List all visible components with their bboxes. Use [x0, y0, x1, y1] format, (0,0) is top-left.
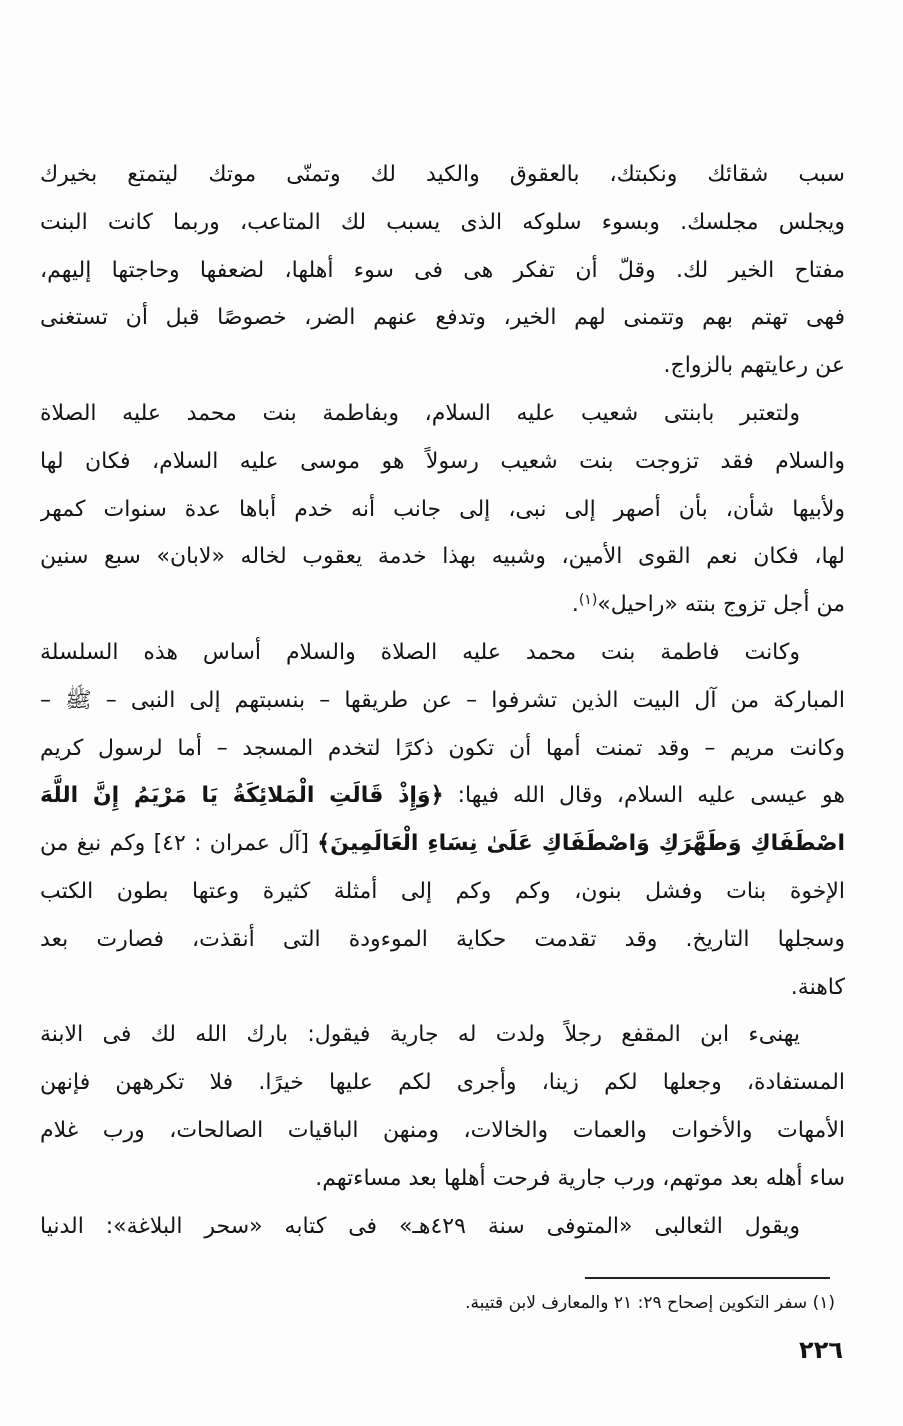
footnote: (١) سفر التكوين إصحاح ٢٩: ٢١ والمعارف لابن قتيبة. [465, 1293, 835, 1313]
paragraph-2-line-5 [40, 581, 845, 629]
paragraph-2-line-1: ولتعتبر بابنتى شعيب عليه السلام، وبفاطمة بنت محمد عليه الصلاة [40, 400, 800, 426]
footnote-divider [585, 1277, 830, 1279]
quran-verse-end: اصْطَفَاكِ وَطَهَّرَكِ وَاصْطَفَاكِ عَلَىٰ نِسَاءِ الْعَالَمِينَ﴾ [317, 831, 845, 857]
paragraph-2-line-3: ولأبيها شأن، بأن أصهر إلى نبى، إلى جانب أنه خدم أباها عدة سنوات كمهر [40, 496, 845, 522]
paragraph-4-line-3: الأمهات والأخوات والعمات والخالات، ومنهن الباقيات الصالحات، ورب غلام [40, 1117, 845, 1143]
paragraph-3-line-5 [40, 820, 845, 868]
paragraph-3-line-4 [40, 772, 845, 820]
line-text: هو عيسى عليه السلام، وقال الله فيها: [443, 783, 845, 809]
paragraph-2-line-4: لها، فكان نعم القوى الأمين، وشبيه بهذا خدمة يعقوب لخاله «لابان» سبع سنين [40, 544, 845, 570]
paragraph-1-line-1: سبب شقائك ونكبتك، بالعقوق والكيد لك وتمنّى موتك ليتمتع بخيرك [40, 162, 845, 187]
paragraph-1-line-5: عن رعايتهم بالزواج. [663, 353, 845, 379]
line-end: . [571, 592, 579, 618]
paragraph-1-line-4: فهى تهتم بهم وتتمنى لهم الخير، وتدفع عنهم الضر، خصوصًا قبل أن تستغنى [40, 305, 845, 331]
line-text: من أجل تزوج بنته «راحيل» [597, 592, 845, 618]
paragraph-4-line-1: يهنىء ابن المقفع رجلاً ولدت له جارية فيقول: بارك الله لك فى الابنة [40, 1022, 800, 1048]
paragraph-3-line-3: وكانت مريم – وقد تمنت أمها أن تكون ذكرًا لتخدم المسجد – أما لرسول كريم [40, 735, 845, 761]
paragraph-3-line-6: الإخوة بنات وفشل بنون، وكم وكم إلى أمثلة كثيرة وعتها بطون الكتب [40, 878, 845, 904]
paragraph-1-line-3: مفتاح الخير لك. وقلّ أن تفكر هى فى سوء أهلها، لضعفها وحاجتها إليهم، [40, 257, 845, 283]
paragraph-3-line-1: وكانت فاطمة بنت محمد عليه الصلاة والسلام أساس هذه السلسلة [40, 639, 800, 665]
paragraph-1-line-2: ويجلس مجلسك. وبسوء سلوكه الذى يسبب لك المتاعب، وربما كانت البنت [40, 209, 845, 235]
paragraph-3-line-8: كاهنة. [790, 974, 845, 1000]
paragraph-3-line-2: المباركة من آل البيت الذين تشرفوا – عن طريقها – بنسبتهم إلى النبى – ﷺ – [40, 687, 845, 713]
paragraph-4-line-4: ساء أهله بعد موتهم، ورب جارية فرحت أهلها بعد مساءتهم. [315, 1165, 845, 1191]
paragraph-2-line-2: والسلام فقد تزوجت بنت شعيب رسولاً هو موسى عليه السلام، فكان لها [40, 448, 845, 474]
body-text [40, 151, 845, 1250]
paragraph-4-line-2: المستفادة، وجعلها لكم زينا، وأجرى لكم عليها خيرًا. فلا تكرههن فإنهن [40, 1070, 845, 1096]
line-text: [آل عمران : ٤٢] وكم نبغ من [40, 831, 318, 857]
quran-verse-start: ﴿وَإِذْ قَالَتِ الْمَلائِكَةُ يَا مَرْيَمُ إِنَّ اللَّهَ [40, 783, 444, 809]
paragraph-5-line-1: ويقول الثعالبى «المتوفى سنة ٤٢٩هـ» فى كتابه «سحر البلاغة»: الدنيا [40, 1213, 800, 1239]
paragraph-3-line-7: وسجلها التاريخ. وقد تقدمت حكاية الموءودة التى أنقذت، فصارت بعد [40, 926, 845, 952]
page-number: ٢٢٦ [799, 1336, 843, 1364]
footnote-reference: (١) [578, 592, 598, 609]
